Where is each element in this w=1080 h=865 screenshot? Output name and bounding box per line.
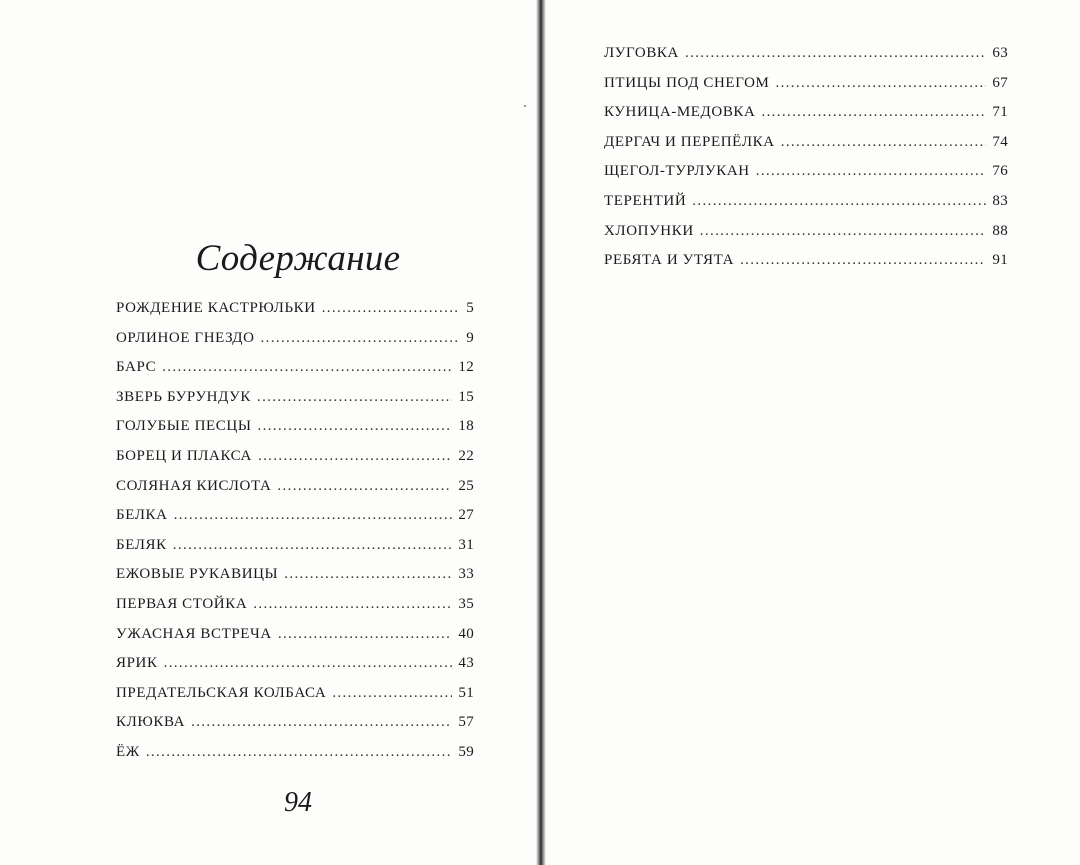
toc-entry-page: 71 — [992, 104, 1008, 121]
toc-entry-title: ЕЖОВЫЕ РУКАВИЦЫ — [116, 566, 279, 583]
dot-leader — [174, 507, 453, 524]
left-page — [0, 0, 538, 865]
dot-leader — [173, 537, 453, 554]
toc-entry — [116, 478, 474, 508]
toc-entry-title: КУНИЦА-МЕДОВКА — [604, 104, 756, 121]
toc-entry — [116, 300, 474, 330]
toc-entry-title: СОЛЯНАЯ КИСЛОТА — [116, 477, 272, 494]
toc-entry-title: ПЕРВАЯ СТОЙКА — [116, 595, 248, 612]
toc-entry-page: 40 — [458, 625, 474, 642]
toc-entry-title: ЗВЕРЬ БУРУНДУК — [116, 388, 251, 405]
toc-entry-page: 27 — [458, 507, 474, 524]
toc-entry-page: 74 — [992, 133, 1008, 150]
toc-entry-page: 5 — [466, 300, 474, 316]
toc-entry — [604, 163, 1008, 193]
toc-entry-page: 57 — [458, 714, 474, 731]
toc-entry-page: 18 — [458, 418, 474, 435]
toc-entry — [116, 507, 474, 537]
toc-entry-title: ПТИЦЫ ПОД СНЕГОМ — [604, 74, 770, 91]
right-page — [546, 0, 1080, 865]
toc-entry — [604, 193, 1008, 223]
dot-leader — [191, 714, 452, 731]
toc-entry — [116, 389, 474, 419]
toc-entry-page: 67 — [992, 74, 1008, 91]
toc-entry-title: ГОЛУБЫЕ ПЕСЦЫ — [116, 418, 252, 435]
dot-leader — [685, 45, 986, 62]
dot-leader — [700, 223, 987, 240]
dot-leader — [257, 389, 452, 406]
toc-entry — [116, 596, 474, 626]
toc-entry — [604, 134, 1008, 164]
toc-entry-page: 43 — [458, 655, 474, 672]
dot-leader — [146, 744, 453, 761]
dot-leader — [775, 75, 986, 92]
toc-entry — [116, 359, 474, 389]
dot-leader — [258, 418, 453, 435]
toc-entry-page: 22 — [458, 447, 474, 464]
toc-entry — [116, 744, 474, 774]
toc-entry — [116, 537, 474, 567]
toc-entry — [116, 418, 474, 448]
toc-entry-page: 59 — [458, 743, 474, 760]
dot-leader — [740, 252, 986, 269]
toc-entry-page: 31 — [458, 536, 474, 553]
paper-speck — [524, 105, 526, 107]
page-number: 94 — [284, 787, 312, 818]
toc-entry-page: 33 — [458, 566, 474, 583]
toc-entry — [116, 448, 474, 478]
toc-entry-title: ЩЕГОЛ-ТУРЛУКАН — [604, 163, 750, 180]
toc-entry-page: 51 — [458, 684, 474, 701]
toc-entry — [116, 655, 474, 685]
toc-entry — [604, 45, 1008, 75]
toc-entry-page: 12 — [458, 359, 474, 376]
toc-entry-page: 15 — [458, 388, 474, 405]
dot-leader — [756, 163, 987, 180]
toc-entry — [604, 223, 1008, 253]
toc-entry — [116, 714, 474, 744]
toc-entry-page: 35 — [458, 595, 474, 612]
toc-entry-title: ЛУГОВКА — [604, 45, 679, 61]
toc-entry-page: 76 — [992, 163, 1008, 180]
toc-entry-page: 9 — [466, 329, 474, 346]
dot-leader — [164, 655, 453, 672]
toc-entry-title: УЖАСНАЯ ВСТРЕЧА — [116, 625, 272, 642]
book-gutter — [536, 0, 546, 865]
toc-entry — [116, 566, 474, 596]
dot-leader — [284, 566, 452, 583]
toc-entry-title: ЁЖ — [116, 743, 140, 760]
dot-leader — [277, 478, 452, 495]
toc-entry-title: ОРЛИНОЕ ГНЕЗДО — [116, 329, 255, 346]
toc-entry-title: ДЕРГАЧ И ПЕРЕПЁЛКА — [604, 133, 775, 150]
toc-heading: Содержание — [195, 237, 401, 279]
toc-entry-title: БАРС — [116, 359, 157, 376]
dot-leader — [258, 448, 452, 465]
toc-entry-page: 91 — [992, 252, 1008, 269]
toc-entry — [604, 75, 1008, 105]
toc-entry — [604, 252, 1008, 282]
toc-entry-title: ЯРИК — [116, 655, 158, 672]
toc-entry — [604, 104, 1008, 134]
dot-leader — [278, 626, 453, 643]
dot-leader — [261, 330, 461, 347]
toc-entry-page: 63 — [992, 45, 1008, 61]
toc-entry-title: КЛЮКВА — [116, 714, 186, 731]
toc-list-left — [116, 300, 474, 774]
toc-list-right — [604, 45, 1008, 282]
dot-leader — [332, 685, 452, 702]
toc-entry-page: 88 — [992, 222, 1008, 239]
toc-entry-page: 83 — [992, 192, 1008, 209]
toc-entry-title: ХЛОПУНКИ — [604, 222, 694, 239]
toc-entry-title: ТЕРЕНТИЙ — [604, 192, 687, 209]
dot-leader — [781, 134, 987, 151]
toc-entry — [116, 685, 474, 715]
dot-leader — [322, 300, 460, 317]
toc-entry-title: ПРЕДАТЕЛЬСКАЯ КОЛБАСА — [116, 684, 327, 701]
toc-entry-title: БЕЛКА — [116, 507, 168, 524]
toc-entry-title: БЕЛЯК — [116, 536, 167, 553]
toc-entry-title: БОРЕЦ И ПЛАКСА — [116, 447, 252, 464]
dot-leader — [253, 596, 452, 613]
toc-entry — [116, 626, 474, 656]
toc-entry-title: РЕБЯТА И УТЯТА — [604, 252, 735, 269]
toc-entry — [116, 330, 474, 360]
toc-entry-page: 25 — [458, 477, 474, 494]
dot-leader — [761, 104, 986, 121]
toc-entry-title: РОЖДЕНИЕ КАСТРЮЛЬКИ — [116, 300, 316, 316]
dot-leader — [162, 359, 452, 376]
dot-leader — [692, 193, 986, 210]
